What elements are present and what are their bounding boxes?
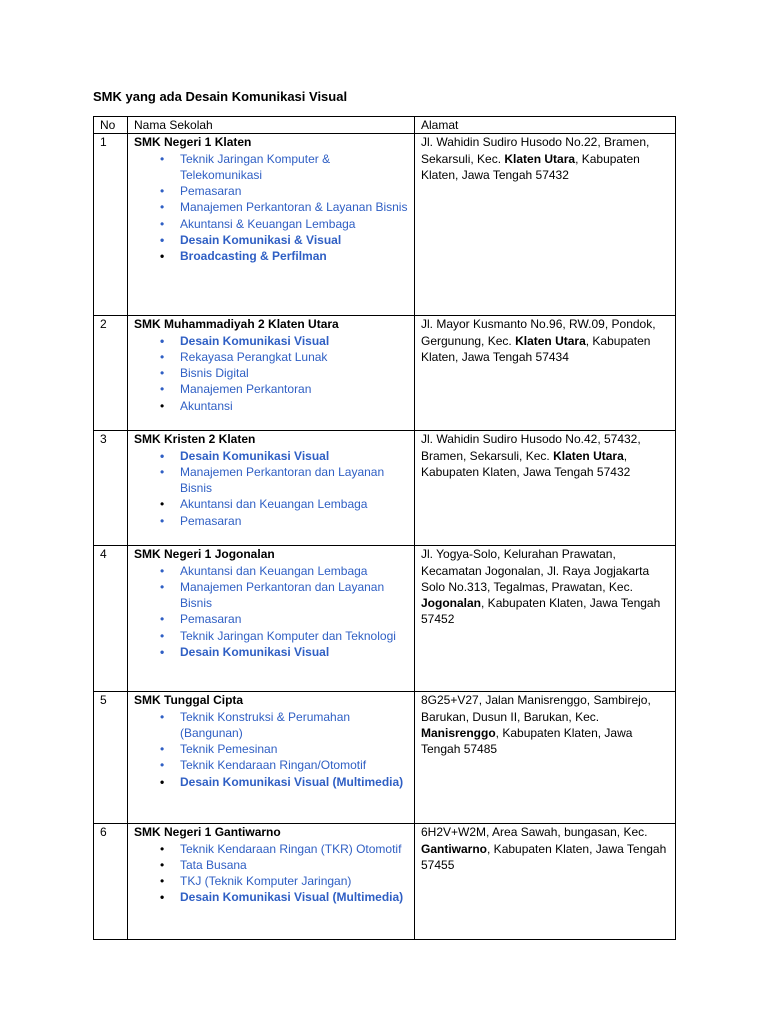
major-item: • Teknik Konstruksi & Perumahan (Bangunan) <box>180 709 408 742</box>
major-item: • Akuntansi <box>180 398 408 414</box>
major-item: • TKJ (Teknik Komputer Jaringan) <box>180 873 408 889</box>
row-number: 2 <box>94 316 128 431</box>
address-text: , Kabupaten Klaten, Jawa Tengah 57455 <box>421 841 667 872</box>
address-cell <box>415 134 676 316</box>
row-number: 1 <box>94 134 128 316</box>
address-text: , Kabupaten Klaten, Jawa Tengah 57432 <box>421 151 640 182</box>
row-number: 4 <box>94 546 128 692</box>
header-school-name: Nama Sekolah <box>128 117 415 134</box>
address-text: Jl. Wahidin Sudiro Husodo No.42, 57432, Bramen, Sekarsuli, Kec. <box>421 432 641 463</box>
address-text: Jl. Mayor Kusmanto No.96, RW.09, Pondok, Gergunung, Kec. <box>421 317 656 348</box>
row-number: 5 <box>94 692 128 824</box>
major-list <box>134 151 408 265</box>
row-number: 6 <box>94 824 128 940</box>
school-cell <box>128 546 415 692</box>
school-cell <box>128 431 415 546</box>
school-name: SMK Kristen 2 Klaten <box>134 432 256 447</box>
address-district: Klaten Utara <box>553 448 624 463</box>
address-district: Gantiwarno <box>421 841 488 856</box>
address-cell <box>415 316 676 431</box>
school-name: SMK Negeri 1 Gantiwarno <box>134 825 281 840</box>
table-row <box>94 824 676 940</box>
address-district: Klaten Utara <box>515 333 586 348</box>
address-district: Manisrenggo <box>421 725 496 740</box>
major-item: • Pemasaran <box>180 513 408 529</box>
table-row <box>94 431 676 546</box>
major-list <box>134 448 408 529</box>
address-text: , Kabupaten Klaten, Jawa Tengah 57452 <box>421 596 661 627</box>
major-list <box>134 333 408 414</box>
major-item: • Desain Komunikasi Visual <box>180 448 408 464</box>
major-item: • Akuntansi dan Keuangan Lembaga <box>180 496 408 512</box>
school-cell <box>128 316 415 431</box>
major-item: • Desain Komunikasi Visual (Multimedia) <box>180 774 408 790</box>
school-name: SMK Negeri 1 Klaten <box>134 135 252 150</box>
address-district: Klaten Utara <box>504 151 576 166</box>
school-name: SMK Muhammadiyah 2 Klaten Utara <box>134 317 339 332</box>
header-no: No <box>94 117 128 134</box>
major-item: • Teknik Jaringan Komputer & Telekomunikasi <box>180 151 408 184</box>
row-number: 3 <box>94 431 128 546</box>
table-row <box>94 692 676 824</box>
major-item: • Teknik Pemesinan <box>180 741 408 757</box>
school-cell <box>128 134 415 316</box>
major-item: • Manajemen Perkantoran dan Layanan Bisnis <box>180 464 408 497</box>
table-row <box>94 546 676 692</box>
address-text: , Kabupaten Klaten, Jawa Tengah 57432 <box>421 448 631 479</box>
address-cell <box>415 692 676 824</box>
table-row <box>94 316 676 431</box>
major-item: • Manajemen Perkantoran dan Layanan Bisnis <box>180 579 408 612</box>
address-text: Jl. Yogya-Solo, Kelurahan Prawatan, Kecamatan Jogonalan, Jl. Raya Jogjakarta Solo No.313, Tegalmas, Prawatan, Kec. <box>421 547 650 594</box>
major-item: • Desain Komunikasi Visual (Multimedia) <box>180 889 408 905</box>
table-row <box>94 134 676 316</box>
major-item: • Akuntansi & Keuangan Lembaga <box>180 216 408 232</box>
major-item: • Desain Komunikasi Visual <box>180 644 408 660</box>
major-item: • Akuntansi dan Keuangan Lembaga <box>180 563 408 579</box>
address-cell <box>415 546 676 692</box>
school-name: SMK Negeri 1 Jogonalan <box>134 547 275 562</box>
address-cell <box>415 431 676 546</box>
major-list <box>134 563 408 661</box>
school-cell <box>128 692 415 824</box>
table-header-row <box>94 117 676 134</box>
schools-table <box>93 116 676 940</box>
major-item: • Desain Komunikasi Visual <box>180 333 408 349</box>
document-title: SMK yang ada Desain Komunikasi Visual <box>93 89 348 104</box>
major-item: • Teknik Kendaraan Ringan/Otomotif <box>180 757 408 773</box>
school-cell <box>128 824 415 940</box>
major-item: • Tata Busana <box>180 857 408 873</box>
header-address: Alamat <box>415 117 676 134</box>
major-item: • Rekayasa Perangkat Lunak <box>180 349 408 365</box>
major-item: • Desain Komunikasi & Visual <box>180 232 408 248</box>
major-list <box>134 709 408 790</box>
address-text: , Kabupaten Klaten, Jawa Tengah 57485 <box>421 725 633 757</box>
major-item: • Bisnis Digital <box>180 365 408 381</box>
major-item: • Manajemen Perkantoran <box>180 381 408 397</box>
address-text: 6H2V+W2M, Area Sawah, bungasan, Kec. <box>421 825 648 840</box>
school-name: SMK Tunggal Cipta <box>134 693 244 708</box>
address-cell <box>415 824 676 940</box>
address-text: 8G25+V27, Jalan Manisrenggo, Sambirejo, Barukan, Dusun II, Barukan, Kec. <box>421 693 651 724</box>
major-item: • Broadcasting & Perfilman <box>180 248 408 264</box>
major-item: • Teknik Jaringan Komputer dan Teknologi <box>180 628 408 644</box>
major-item: • Pemasaran <box>180 183 408 199</box>
major-item: • Teknik Kendaraan Ringan (TKR) Otomotif <box>180 841 408 857</box>
address-text: , Kabupaten Klaten, Jawa Tengah 57434 <box>421 333 651 364</box>
address-district: Jogonalan <box>421 596 482 611</box>
major-list <box>134 841 408 906</box>
address-text: Jl. Wahidin Sudiro Husodo No.22, Bramen, Sekarsuli, Kec. <box>421 135 650 166</box>
major-item: • Pemasaran <box>180 611 408 627</box>
major-item: • Manajemen Perkantoran & Layanan Bisnis <box>180 199 408 215</box>
